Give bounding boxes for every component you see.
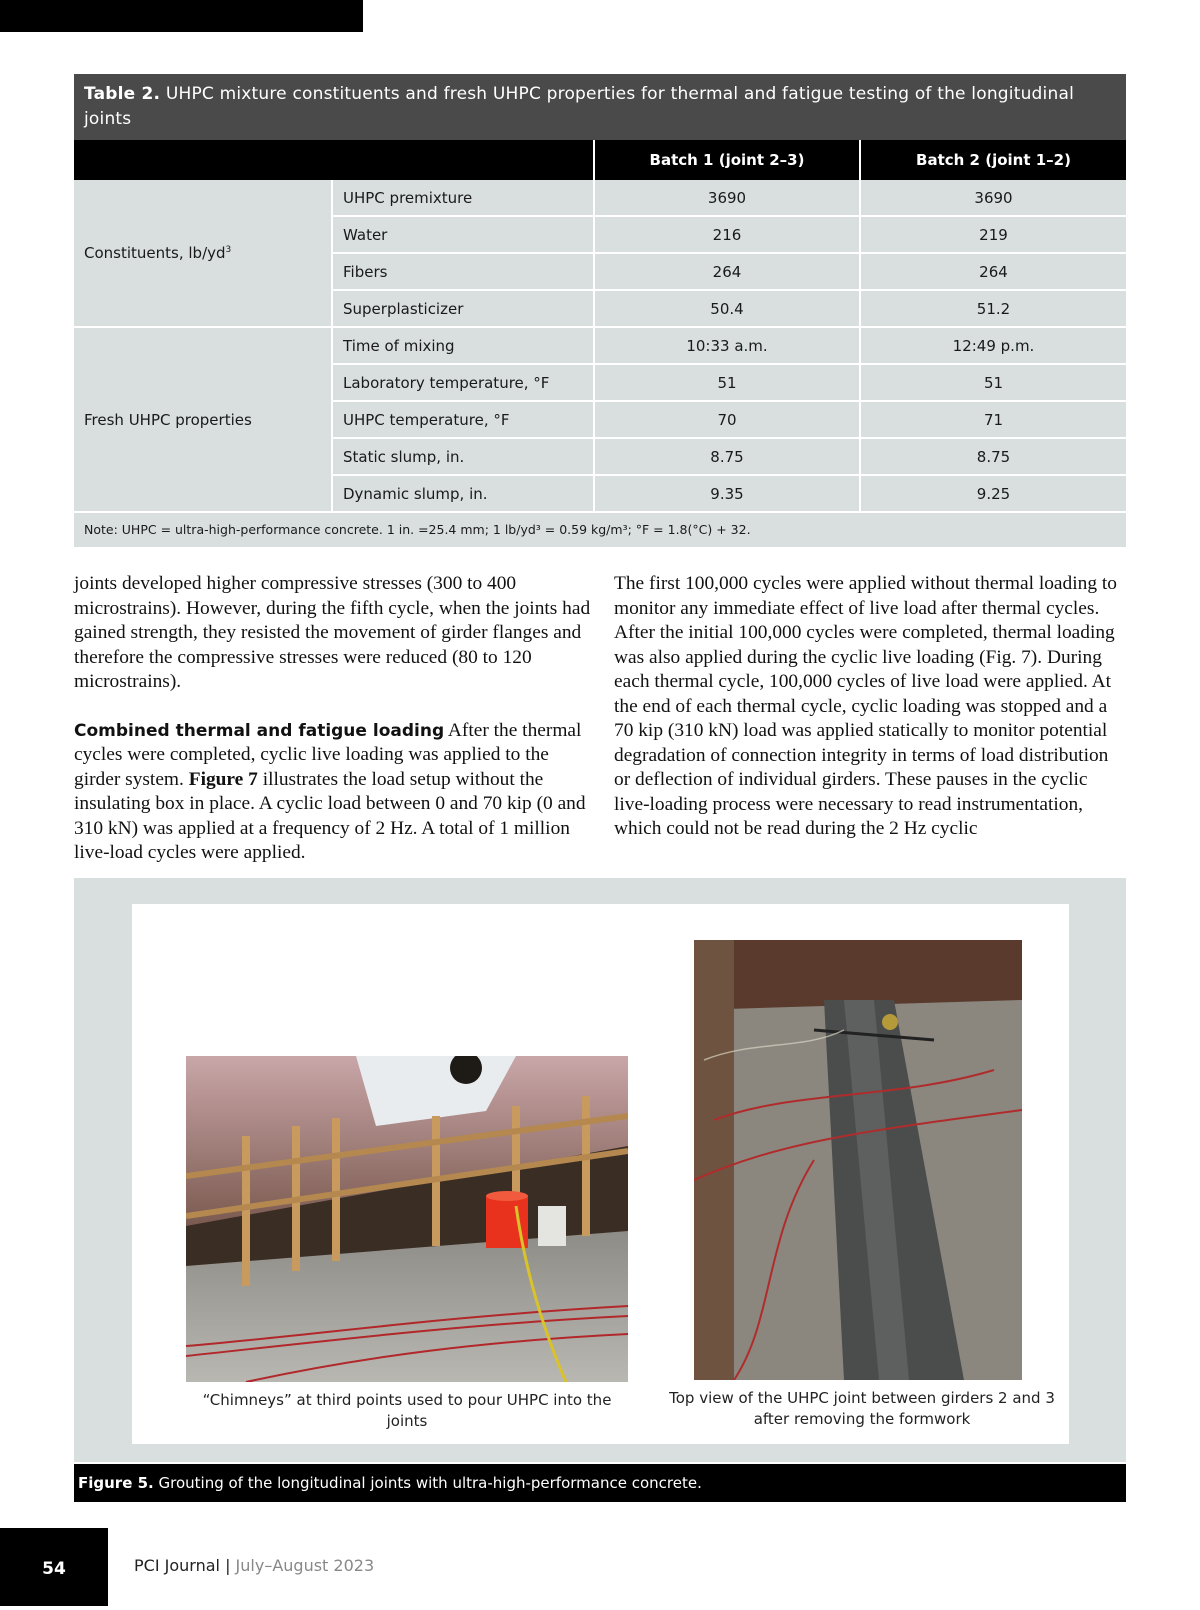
table-caption — [74, 74, 1126, 140]
photo-joint-top-view — [694, 940, 1022, 1380]
cell-batch-1: 51 — [594, 364, 860, 401]
row-label: UHPC premixture — [332, 180, 594, 216]
table-label: Table 2. — [84, 84, 161, 104]
row-label: Fibers — [332, 253, 594, 290]
figure-5-panel — [74, 878, 1126, 1462]
cell-batch-2: 264 — [860, 253, 1126, 290]
cell-batch-2: 8.75 — [860, 438, 1126, 475]
row-label: UHPC temperature, °F — [332, 401, 594, 438]
group-label-constituents: Constituents, $lb/yd^3$ — [74, 180, 332, 327]
header-blank — [74, 140, 594, 180]
cell-batch-1: 216 — [594, 216, 860, 253]
figure-label: Figure 5. — [78, 1474, 154, 1492]
cell-batch-2: 3690 — [860, 180, 1126, 216]
journal-name: PCI Journal — [134, 1556, 220, 1575]
table-row — [74, 327, 1126, 364]
paragraph: The first 100,000 cycles were applied without thermal loading to monitor any immediate effect of live load after thermal cycles. After the initial 100,000 cycles were completed, thermal loading was also applied during the cyclic live loading (Fig. 7). During each thermal cycle, 100,000 cycles of live load were applied. At the end of each thermal cycle, cyclic loading was stopped and a 70 kip (310 kN) load was applied statically to monitor potential degradation of connection integrity in terms of load distribution or deflection of individual girders. These pauses in the cyclic live-loading process were necessary to read instrumentation, which could not be read during the 2 Hz cyclic — [614, 573, 1117, 839]
footer-journal-line — [134, 1556, 374, 1575]
cell-batch-1: 50.4 — [594, 290, 860, 327]
cell-batch-2: 51 — [860, 364, 1126, 401]
paragraph: joints developed higher compressive stresses (300 to 400 microstrains). However, during the fifth cycle, when the joints had gained strength, they resisted the movement of girder flanges and therefore the compressive stresses were reduced (80 to 120 microstrains). — [74, 573, 591, 692]
row-label: Static slump, in. — [332, 438, 594, 475]
top-black-bar — [0, 0, 363, 32]
cell-batch-2: 9.25 — [860, 475, 1126, 511]
footer-separator: | — [225, 1556, 231, 1575]
figure-caption-text: Grouting of the longitudinal joints with ultra-high-performance concrete. — [158, 1474, 702, 1492]
figure-caption — [74, 1464, 1126, 1502]
cell-batch-1: 70 — [594, 401, 860, 438]
data-table — [74, 140, 1126, 511]
paragraph: Combined thermal and fatigue loading After the thermal cycles were completed, cyclic live loading was applied to the girder system. Figure 7 illustrates the load setup without the insulating box in place. A cyclic load between 0 and 70 kip (0 and 310 kN) was applied at a frequency of 2 Hz. A total of 1 million live-load cycles were applied. — [74, 719, 586, 863]
table-2 — [74, 74, 1126, 547]
subcaption-top-view: Top view of the UHPC joint between girders 2 and 3 after removing the formwork — [669, 1389, 1055, 1428]
cell-batch-2: 71 — [860, 401, 1126, 438]
table-row — [74, 180, 1126, 216]
row-label: Dynamic slump, in. — [332, 475, 594, 511]
cell-batch-2: 219 — [860, 216, 1126, 253]
col-header-batch-2: Batch 2 (joint 1–2) — [860, 140, 1126, 180]
table-note: Note: UHPC = ultra-high-performance concrete. 1 in. =25.4 mm; 1 lb/yd³ = 0.59 kg/m³; °F = 1.8(°C) + 32. — [74, 511, 1126, 547]
cell-batch-2: 12:49 p.m. — [860, 327, 1126, 364]
table-caption-text: UHPC mixture constituents and fresh UHPC properties for thermal and fatigue testing of the longitudinal joints — [84, 84, 1074, 129]
cell-batch-1: 8.75 — [594, 438, 860, 475]
figure-reference: Figure 7 — [188, 768, 258, 790]
cell-batch-1: 9.35 — [594, 475, 860, 511]
section-run-in-heading: Combined thermal and fatigue loading — [74, 720, 445, 741]
col-header-batch-1: Batch 1 (joint 2–3) — [594, 140, 860, 180]
page-number: 54 — [0, 1528, 108, 1606]
figure-inner-frame — [132, 904, 1069, 1444]
row-label: Superplasticizer — [332, 290, 594, 327]
table-header-row — [74, 140, 1126, 180]
issue-date: July–August 2023 — [235, 1556, 375, 1575]
cell-batch-1: 10:33 a.m. — [594, 327, 860, 364]
row-label: Laboratory temperature, °F — [332, 364, 594, 401]
row-label: Water — [332, 216, 594, 253]
right-text-column — [614, 572, 1126, 842]
photo-chimneys — [186, 1056, 628, 1382]
cell-batch-1: 264 — [594, 253, 860, 290]
cell-batch-1: 3690 — [594, 180, 860, 216]
cell-batch-2: 51.2 — [860, 290, 1126, 327]
group-label-fresh-properties: Fresh UHPC properties — [74, 327, 332, 511]
left-text-column — [74, 572, 592, 866]
row-label: Time of mixing — [332, 327, 594, 364]
subcaption-chimneys: “Chimneys” at third points used to pour UHPC into the joints — [202, 1391, 612, 1430]
